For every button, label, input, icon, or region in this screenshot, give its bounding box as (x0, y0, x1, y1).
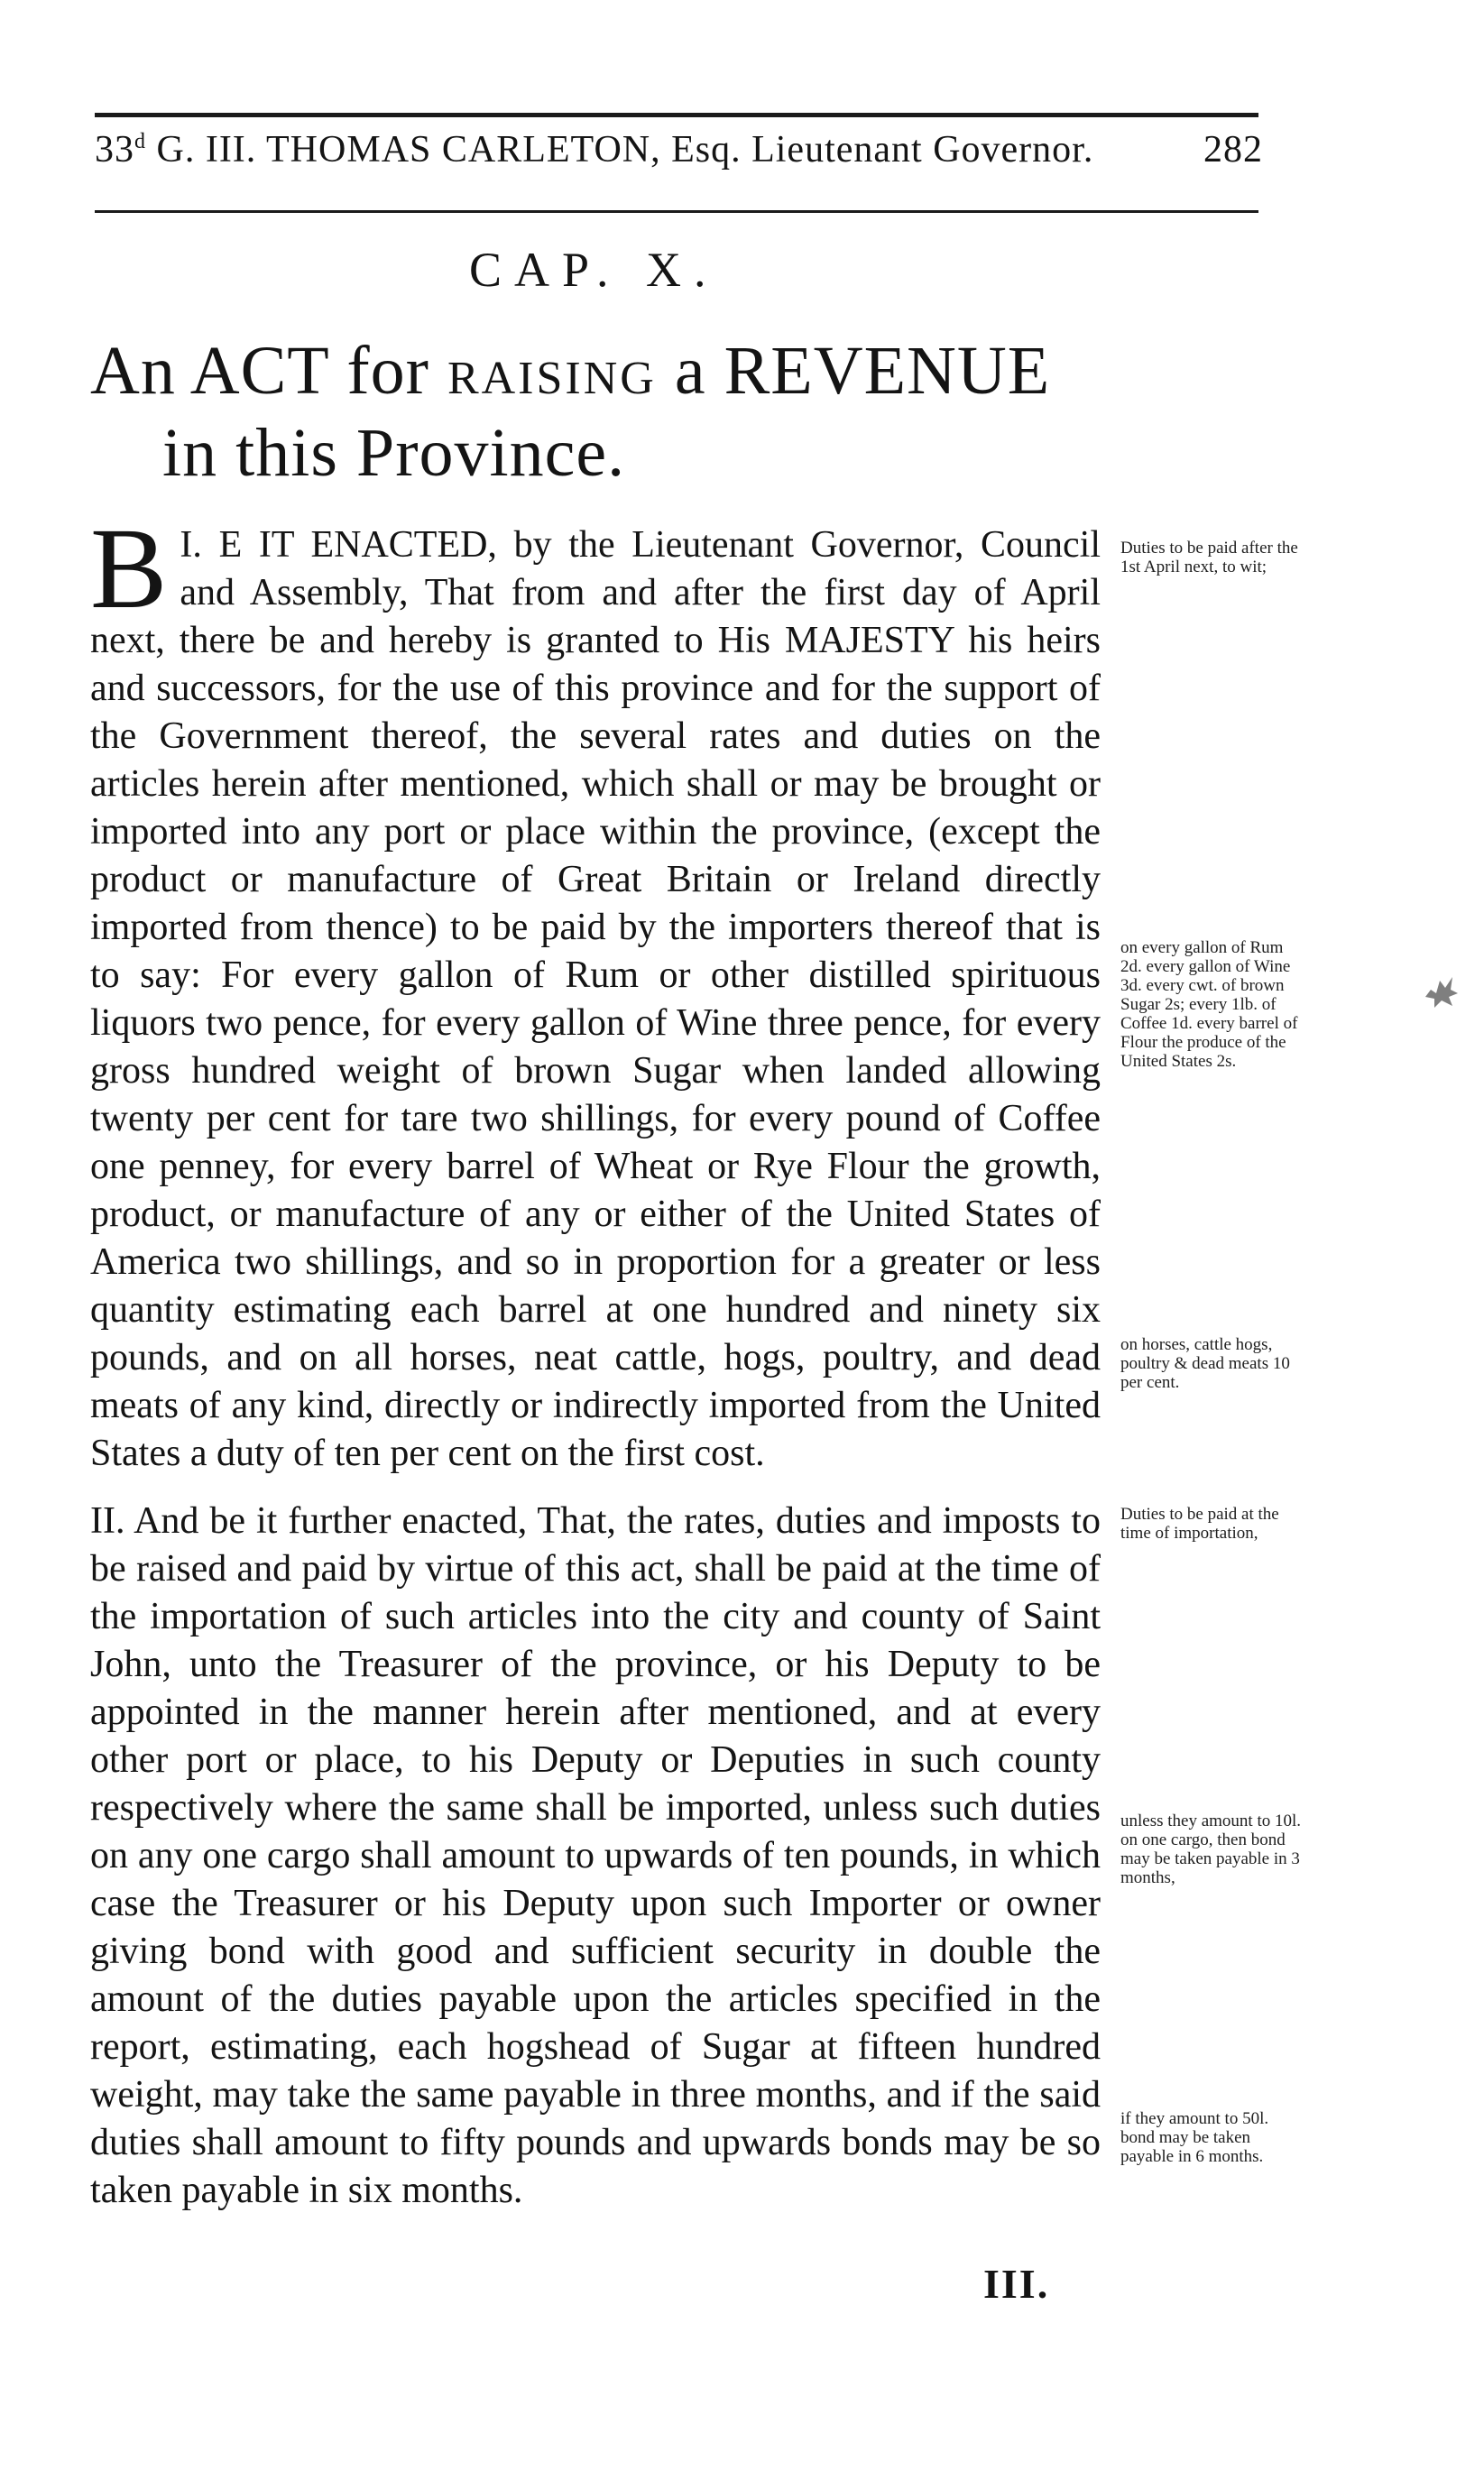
margin-note-3: on horses, cattle hogs, poultry & dead meats 10 per cent. (1120, 1335, 1290, 1392)
act-title (90, 334, 1263, 490)
regnal-number: 33 (95, 129, 134, 171)
title-part-1: An ACT for (90, 333, 429, 409)
drop-cap: B (90, 504, 168, 632)
section-2 (90, 1498, 1101, 2215)
section-1 (90, 504, 1101, 1478)
header-rule-bottom (95, 210, 1258, 213)
running-header (95, 128, 1263, 171)
catchword: III. (983, 2261, 1050, 2307)
margin-note-1: Duties to be paid after the 1st April next, to wit; (1120, 539, 1298, 576)
title-part-2: RAISING (447, 353, 657, 404)
page-number: 282 (1203, 129, 1263, 171)
margin-note-6: if they amount to 50l. bond may be taken payable in 6 months. (1120, 2109, 1269, 2166)
section-1-number: I. (180, 524, 202, 566)
margin-note-2: on every gallon of Rum 2d. every gallon of Wine 3d. every cwt. of brown Sugar 2s; every 1lb. of Coffee 1d. every barrel of Flour the produce of the United States 2s. (1120, 938, 1298, 1071)
margin-note-5: unless they amount to 10l. on one cargo, then bond may be taken payable in 3 months, (1120, 1812, 1302, 1887)
title-part-3: a REVENUE (674, 333, 1051, 409)
section-2-text: II. And be it further enacted, That, the rates, duties and imposts to be raised and paid by virtue of this act, shall be paid at the time of the importation of such articles into the city and county of Saint John, unto the Treasurer of the province, or his Deputy to be appointed in the manner herein after mentioned, and at every other port or place, to his Deputy or Deputies in such county respectively where the same shall be imported, unless such duties on any one cargo shall amount to upwards of ten pounds, in which case the Treasurer or his Deputy upon such Importer or owner giving bond with good and sufficient security in double the amount of the duties payable upon the articles specified in the report, estimating, each hogshead of Sugar at fifteen hundred weight, may take the same payable in three months, and if the said duties shall amount to fifty pounds and upwards bonds may be so taken payable in six months. (90, 1500, 1101, 2211)
header-rule-top (95, 113, 1258, 117)
regnal-suffix: d (134, 130, 146, 153)
title-line-2: in this Province. (162, 415, 626, 491)
chapter-heading: CAP. X. (469, 243, 719, 297)
ink-blot (1418, 970, 1463, 1011)
section-1-text: E IT ENACTED, by the Lieutenant Governor, Council and Assembly, That from and after the first day of April next, there be and hereby is granted to His MAJESTY his heirs and successors, for the use of this province and for the support of the Government thereof, the several rates and duties on the articles herein after mentioned, which shall or may be brought or imported into any port or place within the province, (except the product or manufacture of Great Britain or Ireland directly imported from thence) to be paid by the importers thereof that is to say: For every gallon of Rum or other distilled spirituous liquors two pence, for every gallon of Wine three pence, for every gross hundred weight of brown Sugar when landed allowing twenty per cent for tare two shillings, for every pound of Coffee one penney, for every barrel of Wheat or Rye Flour the growth, product, or manufacture of any or either of the United States of America two shillings, and so in proportion for a greater or less quantity estimating each barrel at one hundred and ninety six pounds, and on all horses, neat cattle, hogs, poultry, and dead meats of any kind, directly or indirectly imported from the United States a duty of ten per cent on the first cost. (90, 524, 1101, 1474)
margin-note-4: Duties to be paid at the time of importation, (1120, 1505, 1279, 1543)
running-title-text: G. III. THOMAS CARLETON, Esq. Lieutenant Governor. (156, 129, 1094, 171)
running-title (95, 128, 1093, 171)
